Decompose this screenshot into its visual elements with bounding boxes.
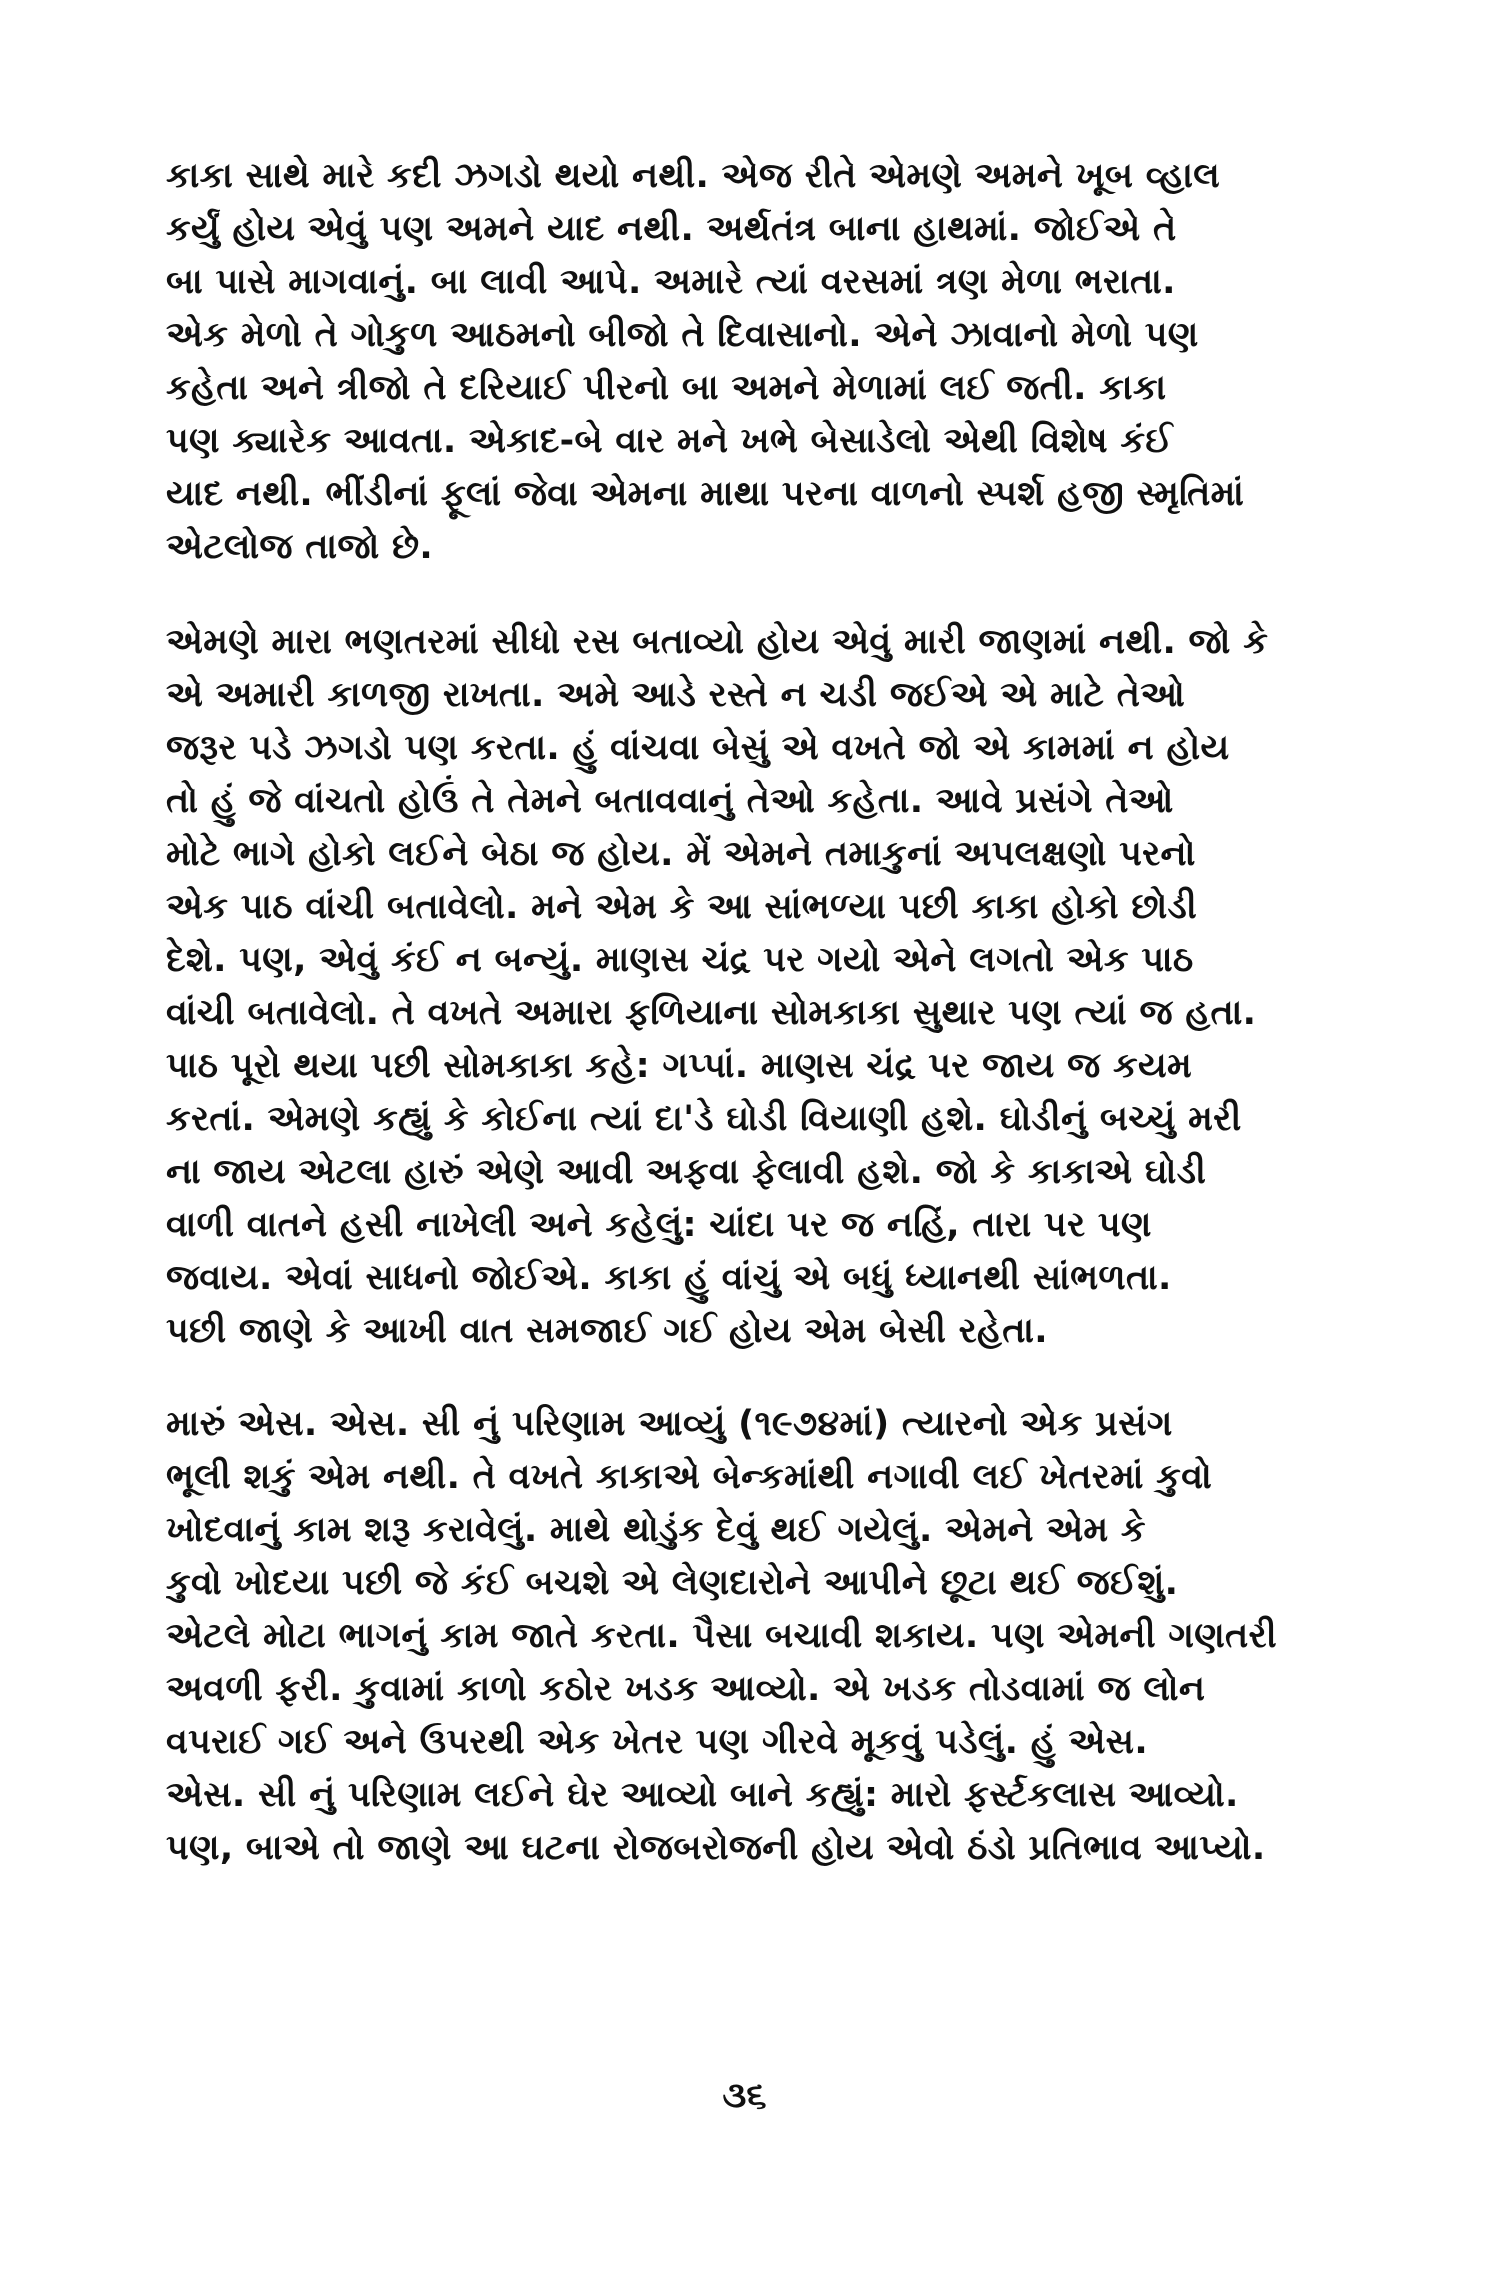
text-line: ખોદવાનું કામ શરૂ કરાવેલું. માથે થોડુંક દેવું થઈ ગયેલું. એમને એમ કે xyxy=(166,1510,1146,1550)
text-line: ભૂલી શકું એમ નથી. તે વખતે કાકાએ બેન્કમાંથી નગાવી લઈ ખેતરમાં કુવો xyxy=(166,1457,1213,1497)
text-line: એક મેળો તે ગોકુળ આઠમનો બીજો તે દિવાસાનો. એને ઝાવાનો મેળો પણ xyxy=(166,315,1199,355)
text-line: બા પાસે માગવાનું. બા લાવી આપે. અમારે ત્યાં વરસમાં ત્રણ મેળા ભરાતા. xyxy=(166,262,1176,302)
text-line: કરતાં. એમણે કહ્યું કે કોઈના ત્યાં દા'ડે ઘોડી વિયાણી હશે. ઘોડીનું બચ્ચું મરી xyxy=(166,1099,1242,1139)
paragraph-gap xyxy=(166,1358,1326,1398)
paragraph-gap xyxy=(166,574,1326,616)
text-line: એ અમારી કાળજી રાખતા. અમે આડે રસ્તે ન ચડી જઈએ એ માટે તેઓ xyxy=(166,675,1186,715)
text-line: દેશે. પણ, એવું કંઈ ન બન્યું. માણસ ચંદ્ર પર ગયો એને લગતો એક પાઠ xyxy=(166,940,1194,980)
text-line: મોટે ભાગે હોકો લઈને બેઠા જ હોય. મેં એમને તમાકુનાં અપલક્ષણો પરનો xyxy=(166,834,1196,874)
text-line: અવળી ફરી. કુવામાં કાળો કઠોર ખડક આવ્યો. એ ખડક તોડવામાં જ લોન xyxy=(166,1669,1206,1709)
text-line: ના જાય એટલા હારું એણે આવી અફવા ફેલાવી હશે. જો કે કાકાએ ઘોડી xyxy=(166,1152,1207,1192)
text-line: તો હું જે વાંચતો હોઉં તે તેમને બતાવવાનું તેઓ કહેતા. આવે પ્રસંગે તેઓ xyxy=(166,781,1174,821)
text-line: જવાય. એવાં સાધનો જોઈએ. કાકા હું વાંચું એ બધું ધ્યાનથી સાંભળતા. xyxy=(166,1258,1172,1298)
text-line: એટલોજ તાજો છે. xyxy=(166,527,433,567)
paragraph-1 xyxy=(166,150,1326,574)
text-line: કર્યું હોય એવું પણ અમને યાદ નથી. અર્થતંત્ર બાના હાથમાં. જોઈએ તે xyxy=(166,209,1177,249)
text-line: કાકા સાથે મારે કદી ઝગડો થયો નથી. એજ રીતે એમણે અમને ખૂબ વ્હાલ xyxy=(166,156,1220,196)
text-line: જરૂર પડે ઝગડો પણ કરતા. હું વાંચવા બેસું એ વખતે જો એ કામમાં ન હોય xyxy=(166,728,1230,768)
text-line: મારું એસ. એસ. સી નું પરિણામ આવ્યું (૧૯૭૪માં) ત્યારનો એક પ્રસંગ xyxy=(166,1404,1173,1444)
text-line: એસ. સી નું પરિણામ લઈને ઘેર આવ્યો બાને કહ્યું: મારો ફર્સ્ટકલાસ આવ્યો. xyxy=(166,1775,1239,1815)
paragraph-3 xyxy=(166,1398,1326,1875)
text-line: પણ ક્યારેક આવતા. એકાદ-બે વાર મને ખભે બેસાડેલો એથી વિશેષ કંઈ xyxy=(166,421,1173,461)
text-line: વપરાઈ ગઈ અને ઉપરથી એક ખેતર પણ ગીરવે મૂકવું પડેલું. હું એસ. xyxy=(166,1722,1148,1762)
text-line: એમણે મારા ભણતરમાં સીધો રસ બતાવ્યો હોય એવું મારી જાણમાં નથી. જો કે xyxy=(166,622,1269,662)
text-line: કુવો ખોદયા પછી જે કંઈ બચશે એ લેણદારોને આપીને છૂટા થઈ જઈશું. xyxy=(166,1563,1179,1603)
text-line: કહેતા અને ત્રીજો તે દરિયાઈ પીરનો બા અમને મેળામાં લઈ જતી. કાકા xyxy=(166,368,1167,408)
text-line: પછી જાણે કે આખી વાત સમજાઈ ગઈ હોય એમ બેસી રહેતા. xyxy=(166,1311,1048,1351)
text-line: પણ, બાએ તો જાણે આ ઘટના રોજબરોજની હોય એવો ઠંડો પ્રતિભાવ આપ્યો. xyxy=(166,1828,1266,1868)
text-line: એટલે મોટા ભાગનું કામ જાતે કરતા. પૈસા બચાવી શકાય. પણ એમની ગણતરી xyxy=(166,1616,1277,1656)
text-column xyxy=(166,150,1326,1875)
text-line: યાદ નથી. ભીંડીનાં ફૂલાં જેવા એમના માથા પરના વાળનો સ્પર્શ હજી સ્મૃતિમાં xyxy=(166,474,1245,514)
page-number: ૩૬ xyxy=(722,2075,767,2116)
text-line: વાંચી બતાવેલો. તે વખતે અમારા ફળિયાના સોમકાકા સુથાર પણ ત્યાં જ હતા. xyxy=(166,993,1257,1033)
text-line: એક પાઠ વાંચી બતાવેલો. મને એમ કે આ સાંભળ્યા પછી કાકા હોકો છોડી xyxy=(166,887,1198,927)
text-line: પાઠ પૂરો થયા પછી સોમકાકા કહે: ગપ્પાં. માણસ ચંદ્ર પર જાય જ કયમ xyxy=(166,1046,1192,1086)
text-line: વાળી વાતને હસી નાખેલી અને કહેલું: ચાંદા પર જ નહિં, તારા પર પણ xyxy=(166,1205,1152,1245)
paragraph-2 xyxy=(166,616,1326,1358)
